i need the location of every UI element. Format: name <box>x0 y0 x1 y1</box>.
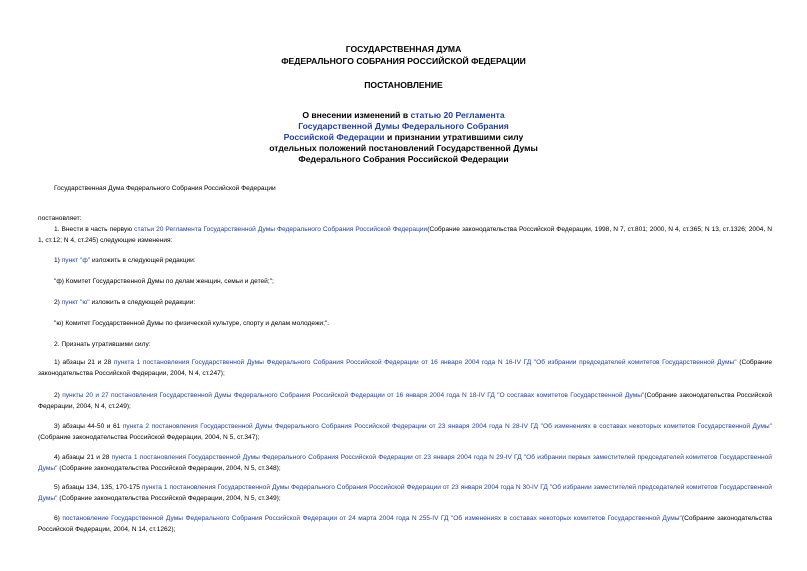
title-line1 <box>0 110 807 121</box>
list-item <box>38 390 772 412</box>
item-1-link[interactable]: пункта 1 постановления Государственной Думы Федерального Собрания Российской Федерации от 16 января 2004 года N 16-IV ГД "Об избрании председателей комитетов Государственной Думы" <box>113 359 737 366</box>
item-4-prefix: 4) абзацы 21 и 28 <box>54 454 112 461</box>
link-article-20[interactable]: статьи 20 Регламента Государственной Думы Федерального Собрания Российской Федерации <box>134 226 428 233</box>
title-line3 <box>0 132 807 143</box>
item-6-link[interactable]: постановление Государственной Думы Федерального Собрания Российской Федерации от 24 марта 2004 года N 255-IV ГД "Об изменениях в составах некоторых комитетов Государственной Думы" <box>62 515 682 522</box>
list-item <box>38 513 772 535</box>
item-5-suffix: (Собрание законодательства Российской Федерации, 2004, N 5, ст.349); <box>57 495 281 502</box>
title-line3-rest: и признании утратившими силу <box>384 132 524 142</box>
title-line4: отдельных положений постановлений Государственной Думы <box>269 143 538 153</box>
link-point-yu[interactable]: пункт "ю" <box>61 299 90 306</box>
paragraph-1 <box>38 224 772 246</box>
title-link-article20[interactable]: статью 20 Регламента <box>410 110 505 120</box>
paragraph-2: 2. Признать утратившими силу: <box>54 341 151 348</box>
paragraph-1-2-prefix: 2) <box>54 299 62 306</box>
paragraph-1-1 <box>54 256 196 266</box>
item-5-prefix: 5) абзацы 134, 135, 170-175 <box>54 484 142 491</box>
paragraph-1-2-suffix: изложить в следующей редакции: <box>89 299 196 306</box>
list-item <box>38 357 772 379</box>
list-item <box>38 482 772 504</box>
item-3-prefix: 3) абзацы 44-50 и 61 <box>54 423 123 430</box>
item-5-link[interactable]: пункта 1 постановления Государственной Думы Федерального Собрания Российской Федерации от 23 января 2004 года N 30-IV ГД "Об избрании заместителей председателей комитетов Государственной Думы" <box>38 484 772 502</box>
item-1-suffix: (Собрание законодательства Российской Федерации, 2004, N 4, ст.247); <box>38 359 772 377</box>
org-name-line1: ГОСУДАРСТВЕННАЯ ДУМА <box>345 44 462 54</box>
item-4-suffix: (Собрание законодательства Российской Федерации, 2004, N 5, ст.348); <box>57 465 281 472</box>
item-3-link[interactable]: пункта 2 постановления Государственной Думы Федерального Собрания Российской Федерации от 23 января 2004 года N 28-IV ГД "Об изменениях в составах некоторых комитетов Государственной Думы" <box>122 423 772 430</box>
title-line2 <box>0 121 807 132</box>
item-2-suffix: (Собрание законодательства Российской Федерации, 2004, N 4, ст.249); <box>38 392 773 410</box>
intro-text: Государственная Дума Федерального Собрания Российской Федерации <box>54 185 276 192</box>
title-link-regulation[interactable]: Государственной Думы Федерального Собрания <box>298 121 509 131</box>
paragraph-1-suffix: (Собрание законодательства Российской Федерации, 1998, N 7, ст.801; 2000, N 4, ст.365; N 13, ст.1326; 2004, N 1, ст.12; N 4, ст.245) следующие изменения: <box>38 226 773 244</box>
paragraph-1-1-suffix: изложить в следующей редакции: <box>90 257 196 264</box>
item-3-suffix: (Собрание законодательства Российской Федерации, 2004, N 5, ст.347); <box>38 434 260 441</box>
link-point-f[interactable]: пункт "ф" <box>61 257 91 264</box>
item-4-link[interactable]: пункта 1 постановления Государственной Думы Федерального Собрания Российской Федерации от 23 января 2004 года N 29-IV ГД "Об избрании первых заместителей председателей комитетов Государственной Думы" <box>38 454 772 472</box>
item-1-prefix: 1) абзацы 21 и 28 <box>54 359 114 366</box>
resolves-text: постановляет: <box>38 215 82 222</box>
item-6-prefix: 6) <box>54 515 63 522</box>
list-item <box>38 421 772 443</box>
title-line5: Федерального Собрания Российской Федерации <box>298 154 509 164</box>
document-type: ПОСТАНОВЛЕНИЕ <box>364 80 443 90</box>
paragraph-1-1-prefix: 1) <box>54 257 62 264</box>
item-2-prefix: 2) <box>54 392 63 399</box>
item-6-suffix: (Собрание законодательства Российской Федерации, 2004, N 14, ст.1262); <box>38 515 773 533</box>
paragraph-1-2-text: "ю) Комитет Государственной Думы по физической культуре, спорту и делам молодежи;". <box>54 320 330 327</box>
paragraph-1-2 <box>54 298 195 308</box>
paragraph-1-prefix: 1. Внести в часть первую <box>54 226 135 233</box>
list-item <box>38 452 772 474</box>
org-name-line2: ФЕДЕРАЛЬНОГО СОБРАНИЯ РОССИЙСКОЙ ФЕДЕРАЦИИ <box>281 56 526 66</box>
title-link-russian-federation[interactable]: Российской Федерации <box>283 132 385 142</box>
paragraph-1-1-text: "ф) Комитет Государственной Думы по делам женщин, семьи и детей;"; <box>54 278 274 285</box>
item-2-link[interactable]: пункты 20 и 27 постановления Государственной Думы Федерального Собрания Российской Федерации от 16 января 2004 года N 18-IV ГД "О составах комитетов Государственной Думы" <box>62 392 645 399</box>
title-prefix: О внесении изменений в <box>302 110 411 120</box>
